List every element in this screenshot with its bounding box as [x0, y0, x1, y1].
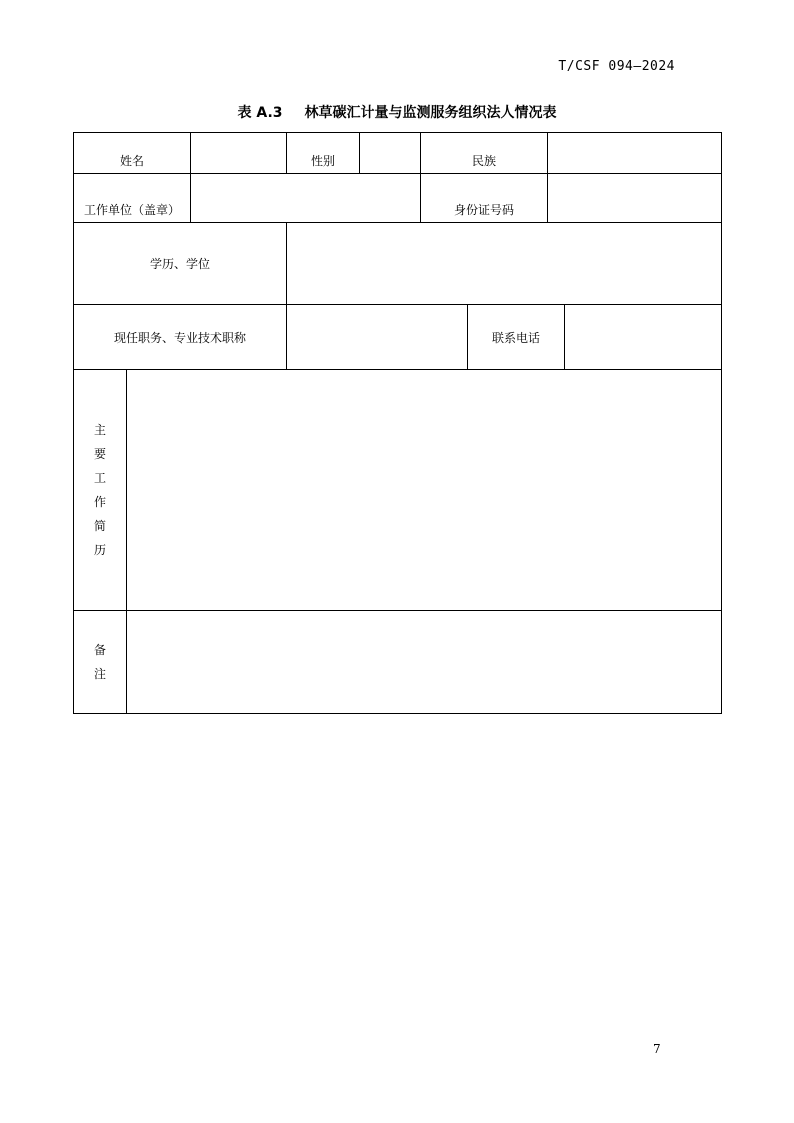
education-value-cell[interactable] — [287, 223, 722, 305]
remarks-label-cell — [74, 611, 127, 714]
resume-label-cell — [74, 370, 127, 611]
name-value-cell[interactable] — [191, 133, 287, 174]
position-value-cell[interactable] — [287, 305, 468, 370]
remarks-value-cell[interactable] — [127, 611, 722, 714]
id-number-value-cell[interactable] — [548, 174, 722, 223]
workplace-value-cell[interactable] — [191, 174, 421, 223]
position-label: 现任职务、专业技术职称 — [74, 305, 287, 370]
ethnicity-value-cell[interactable] — [548, 133, 722, 174]
workplace-label: 工作单位（盖章） — [74, 174, 191, 223]
education-label: 学历、学位 — [74, 223, 287, 305]
ethnicity-label: 民族 — [421, 133, 548, 174]
resume-label: 主要工作简历 — [93, 423, 106, 557]
phone-value-cell[interactable] — [565, 305, 722, 370]
phone-label: 联系电话 — [468, 305, 565, 370]
table-caption: 林草碳汇计量与监测服务组织法人情况表 — [304, 105, 557, 121]
remarks-label: 备注 — [93, 643, 106, 681]
gender-value-cell[interactable] — [360, 133, 421, 174]
page-number: 7 — [653, 1042, 661, 1056]
table-number: 表 A.3 — [237, 105, 283, 121]
document-code: T/CSF 094—2024 — [558, 59, 675, 74]
id-number-label: 身份证号码 — [421, 174, 548, 223]
legal-person-info-table — [73, 132, 722, 714]
resume-value-cell[interactable] — [127, 370, 722, 611]
name-label: 姓名 — [74, 133, 191, 174]
table-title — [0, 102, 794, 122]
gender-label: 性别 — [287, 133, 360, 174]
